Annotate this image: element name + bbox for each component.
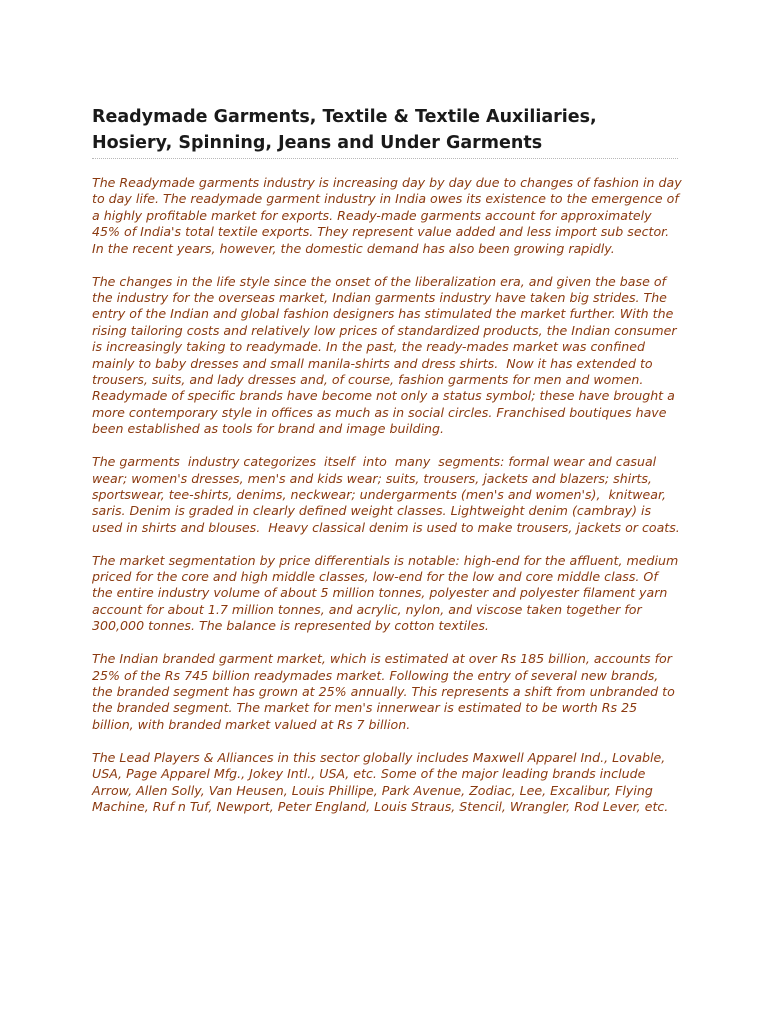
paragraph-intro: The Readymade garments industry is increasing day by day due to changes of fashion in day to day life. The readymade garment industry in India owes its existence to the emergence of a highly profitable market for exports. Ready-made garments account for approximately 45% of India's total textile exports. They represent value added and less import sub sector. In the recent years, however, the domestic demand has also been growing rapidly. <box>92 175 686 256</box>
paragraph-lifestyle-changes: The changes in the life style since the onset of the liberalization era, and given the base of the industry for the overseas market, Indian garments industry have taken big strides. The entry of the Indian and global fashion designers has stimulated the market further. With the rising tailoring costs and relatively low prices of standardized products, the Indian consumer is increasingly taking to readymade. In the past, the ready-mades market was confined mainly to baby dresses and small manila-shirts and dress shirts. Now it has extended to trousers, suits, and lady dresses and, of course, fashion garments for men and women. Readymade of specific brands have become not only a status symbol; these have brought a more contemporary style in offices as much as in social circles. Franchised boutiques have been established as tools for brand and image building. <box>92 273 681 437</box>
document-title: Readymade Garments, Textile & Textile Auxiliaries, Hosiery, Spinning, Jeans and Under Garments <box>92 107 597 153</box>
paragraph-market-segmentation: The market segmentation by price differentials is notable: high-end for the affluent, medium priced for the core and high middle classes, low-end for the low and core middle class. Of the entire industry volume of about 5 million tonnes, polyester and polyester filament yarn account for about 1.7 million tonnes, and acrylic, nylon, and viscose taken together for 300,000 tonnes. The balance is represented by cotton textiles. <box>92 552 683 634</box>
paragraph-branded-market: The Indian branded garment market, which is estimated at over Rs 185 billion, accounts for 25% of the Rs 745 billion readymades market. Following the entry of several new brands, the branded segment has grown at 25% annually. This represents a shift from unbranded to the branded segment. The market for men's innerwear is estimated to be worth Rs 25 billion, with branded market valued at Rs 7 billion. <box>92 651 679 732</box>
document-page <box>92 104 686 832</box>
title-divider <box>92 158 678 159</box>
paragraph-segments: The garments industry categorizes itself into many segments: formal wear and casual wear; women's dresses, men's and kids wear; suits, trousers, jackets and blazers; shirts, sportswear, tee-shirts, denims, neckwear; undergarments (men's and women's), knitwear, saris. Denim is graded in clearly defined weight classes. Lightweight denim (cambray) is used in shirts and blouses. Heavy classical denim is used to make trousers, jackets or coats. <box>92 454 680 535</box>
paragraph-lead-players: The Lead Players & Alliances in this sector globally includes Maxwell Apparel Ind., Lovable, USA, Page Apparel Mfg., Jokey Intl., USA, etc. Some of the major leading brands include Arrow, Allen Solly, Van Heusen, Louis Phillipe, Park Avenue, Zodiac, Lee, Excalibur, Flying Machine, Ruf n Tuf, Newport, Peter England, Louis Straus, Stencil, Wrangler, Rod Lever, etc. <box>92 749 670 814</box>
